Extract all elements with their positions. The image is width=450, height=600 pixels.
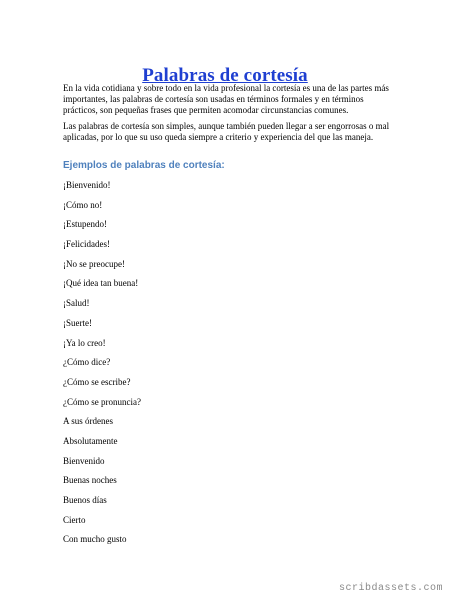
list-item: ¡Cómo no! [63, 199, 103, 210]
list-item: ¡Qué idea tan buena! [63, 278, 139, 289]
list-item: ¿Cómo dice? [63, 357, 111, 368]
list-item: Con mucho gusto [63, 534, 127, 545]
list-item: Absolutamente [63, 435, 118, 446]
list-item: ¡Felicidades! [63, 239, 110, 250]
list-item: Cierto [63, 514, 86, 525]
list-item: Buenas noches [63, 475, 117, 486]
list-item: ¡Bienvenido! [63, 180, 111, 190]
list-item: ¡Suerte! [63, 317, 92, 328]
page-title: Palabras de cortesía [142, 64, 308, 86]
watermark: scribdassets.com [338, 583, 443, 594]
list-item: ¡No se preocupe! [63, 258, 125, 269]
list-item: Bienvenido [63, 455, 105, 466]
phrase-list [63, 180, 141, 554]
intro-paragraph: En la vida cotidiana y sobre todo en la vida profesional la cortesía es una de las partes más importantes, las palabras de cortesía son usadas en términos formales y en términos prácticos, son pequeñas frases que permiten acomodar circunstancias comunes. [63, 83, 389, 115]
examples-subheading: Ejemplos de palabras de cortesía: [63, 160, 225, 171]
list-item: A sus órdenes [63, 416, 113, 427]
list-item: ¡Salud! [63, 298, 90, 309]
list-item: ¿Cómo se escribe? [63, 376, 131, 387]
list-item: Buenos días [63, 495, 107, 505]
list-item: ¡Estupendo! [63, 219, 107, 230]
second-paragraph: Las palabras de cortesía son simples, aunque también pueden llegar a ser engorrosas o mal aplicadas, por lo que su uso queda siempre a criterio y experiencia del que las maneja. [63, 121, 390, 142]
list-item: ¡Ya lo creo! [63, 337, 106, 348]
list-item: ¿Cómo se pronuncia? [63, 396, 141, 407]
